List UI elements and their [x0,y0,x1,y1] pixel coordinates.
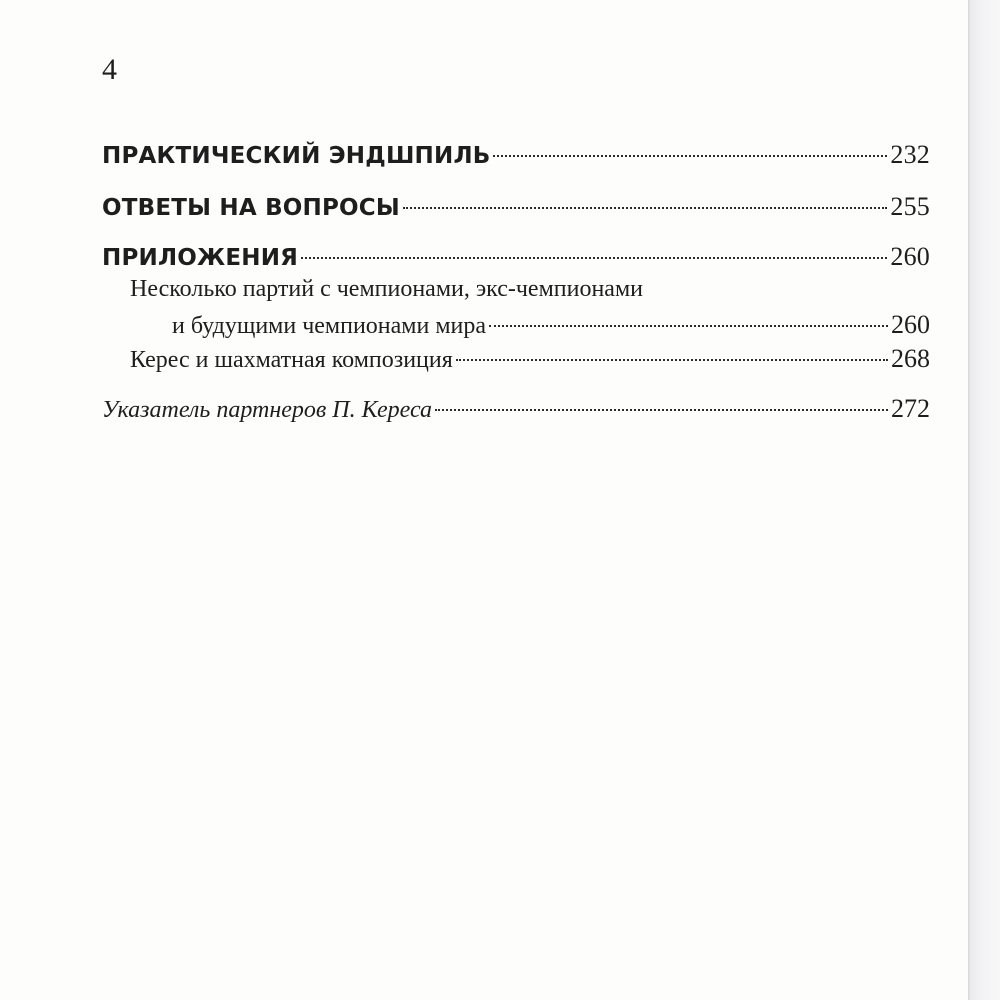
page-edge-shadow [968,0,1000,1000]
toc-subentry-games-line1[interactable]: Несколько партий с чемпионами, экс-чемпионами [130,276,643,302]
toc-entry-practical-endgame[interactable] [102,140,930,170]
toc-entry-title: Указатель партнеров П. Кереса [102,397,432,423]
dot-leader [493,155,887,157]
page-number: 4 [102,53,117,86]
toc-entry-page: 272 [891,394,930,423]
toc-entry-page: 255 [890,192,930,221]
toc-subentry-games[interactable] [172,310,930,340]
dot-leader [489,325,888,327]
dot-leader [403,207,887,209]
toc-subentry-composition[interactable] [130,344,930,374]
toc-entry-answers[interactable] [102,192,930,222]
toc-entry-page: 232 [890,140,930,169]
toc-entry-appendices[interactable] [102,242,930,272]
dot-leader [435,409,888,411]
toc-entry-page: 260 [890,242,930,271]
toc-entry-title: ПРИЛОЖЕНИЯ [102,245,299,271]
toc-subentry-title: и будущими чемпионами мира [172,313,487,339]
toc-entry-title: ПРАКТИЧЕСКИЙ ЭНДШПИЛЬ [102,143,491,169]
dot-leader [456,359,888,361]
toc-entry-title: ОТВЕТЫ НА ВОПРОСЫ [102,195,400,221]
toc-subentry-page: 260 [891,310,930,339]
toc-subentry-page: 268 [891,344,930,373]
dot-leader [301,257,887,259]
toc-entry-index[interactable] [102,394,930,424]
toc-subentry-title: Керес и шахматная композиция [130,347,453,373]
